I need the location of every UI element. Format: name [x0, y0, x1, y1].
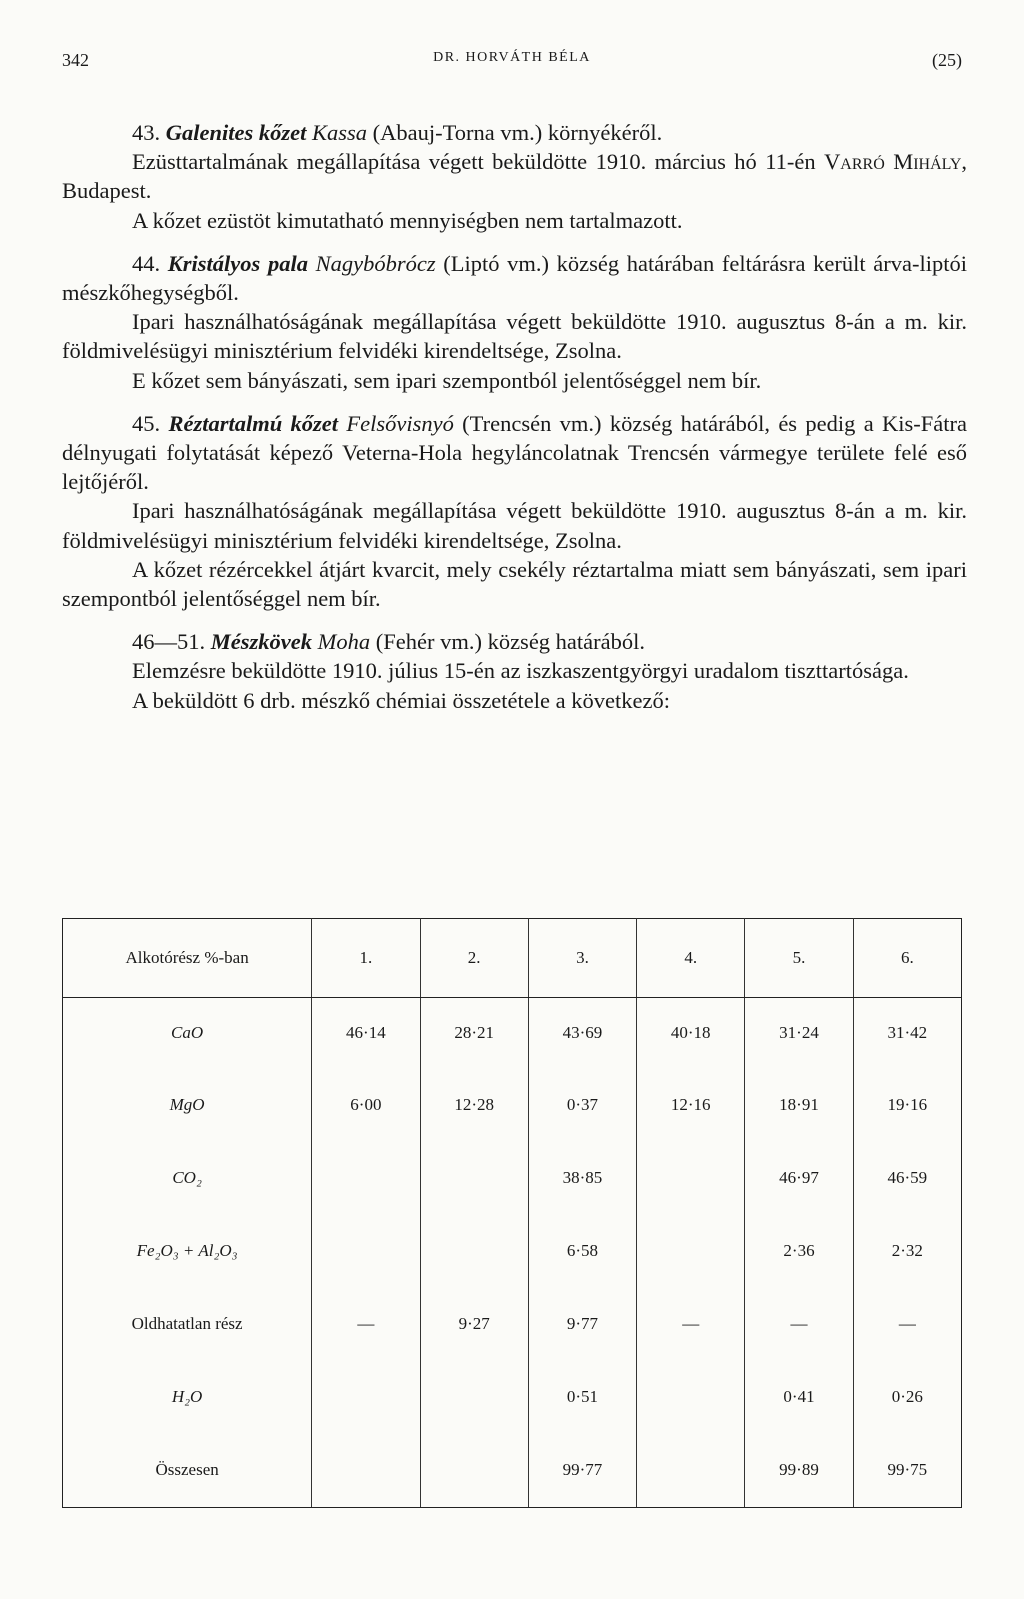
column-header: 2.	[420, 919, 528, 998]
table-cell: 2·36	[745, 1214, 853, 1287]
entry-45-heading	[62, 409, 967, 497]
entry-46-51-heading	[62, 627, 967, 656]
table-cell: 46·59	[853, 1141, 961, 1214]
table-cell: —	[312, 1287, 420, 1360]
table-cell: 2·32	[853, 1214, 961, 1287]
table-cell: 31·42	[853, 998, 961, 1069]
table-cell: 43·69	[528, 998, 636, 1069]
table-cell: 99·77	[528, 1433, 636, 1508]
row-label: MgO	[63, 1068, 312, 1141]
entry-title: Galenites kőzet	[165, 120, 307, 145]
running-head-author: DR. HORVÁTH BÉLA	[433, 50, 591, 65]
entry-location: Felsővisnyó	[346, 410, 454, 436]
table-cell	[312, 1214, 420, 1287]
table-cell	[637, 1141, 745, 1214]
table-cell: 12·28	[420, 1068, 528, 1141]
row-label: H₂O	[63, 1360, 312, 1433]
row-label: Összesen	[63, 1433, 312, 1508]
row-label: CaO	[63, 998, 312, 1069]
entry-number: 46—51.	[132, 629, 206, 655]
table-row	[63, 998, 962, 1069]
table-cell: 9·27	[420, 1287, 528, 1360]
entry-45-result: A kőzet rézércekkel átjárt kvarcit, mely csekély réztartalma miatt sem bányászati, sem ipari szempontból jelentőséggel nem bír.	[62, 556, 967, 612]
entry-43-submission	[62, 147, 967, 205]
table-cell: 12·16	[637, 1068, 745, 1141]
table-header-row	[63, 919, 962, 998]
entry-title: Kristályos pala	[167, 250, 308, 276]
table-cell	[420, 1433, 528, 1508]
page-number: 342	[62, 50, 89, 70]
column-header: 4.	[637, 919, 745, 998]
entry-44-result: E kőzet sem bányászati, sem ipari szempontból jelentőséggel nem bír.	[132, 367, 762, 393]
table-cell: 0·26	[853, 1360, 961, 1433]
entry-location: Nagybóbrócz	[315, 250, 436, 276]
row-label: Fe₂O₃ + Al₂O₃	[63, 1214, 312, 1287]
entry-43-result: A kőzet ezüstöt kimutatható mennyiségben nem tartalmazott.	[132, 207, 683, 233]
table-cell: 6·00	[312, 1068, 420, 1141]
article-body	[62, 118, 967, 715]
entry-number: 44.	[132, 250, 161, 276]
entry-text: (Abauj-Torna vm.) környékéről.	[367, 120, 663, 145]
table-cell: —	[745, 1287, 853, 1360]
table-cell: 6·58	[528, 1214, 636, 1287]
entry-title: Réztartalmú kőzet	[168, 410, 339, 436]
running-header	[62, 50, 962, 80]
table-cell	[420, 1214, 528, 1287]
table-cell	[420, 1360, 528, 1433]
table-row	[63, 1360, 962, 1433]
table-cell	[312, 1141, 420, 1214]
entry-44-heading	[62, 249, 967, 307]
table-cell: 38·85	[528, 1141, 636, 1214]
table-cell: 0·51	[528, 1360, 636, 1433]
table-cell: 18·91	[745, 1068, 853, 1141]
table-cell	[637, 1360, 745, 1433]
row-label: CO₂	[63, 1141, 312, 1214]
table-row	[63, 1068, 962, 1141]
entry-title: Mészkövek	[210, 629, 312, 655]
table-cell: 19·16	[853, 1068, 961, 1141]
table-row	[63, 1287, 962, 1360]
table-cell: —	[853, 1287, 961, 1360]
entry-location: Moha	[317, 629, 371, 655]
table-cell: 99·89	[745, 1433, 853, 1508]
row-label: Oldhatatlan rész	[63, 1287, 312, 1360]
column-header: 3.	[528, 919, 636, 998]
entry-text: (Trencsén vm.) község határából, és pedig a Kis-Fátra délnyugati folytatását képező Veterna-Hola hegyláncolatnak Trencsén vármegye területe felé eső lejtőjéről.	[62, 410, 968, 495]
table-cell	[420, 1141, 528, 1214]
entry-number: 45.	[132, 410, 161, 436]
column-header: 5.	[745, 919, 853, 998]
entry-number: 43.	[132, 120, 161, 145]
table-total-row	[63, 1433, 962, 1508]
table-cell	[637, 1433, 745, 1508]
table-header-label: Alkotórész %-ban	[63, 919, 312, 998]
composition-table-wrapper	[62, 918, 962, 1508]
column-header: 6.	[853, 919, 961, 998]
section-number: (25)	[932, 50, 962, 70]
entry-text: (Fehér vm.) község határából.	[370, 629, 646, 655]
entry-43-heading	[62, 118, 967, 147]
composition-table	[62, 918, 962, 1508]
table-cell: 46·97	[745, 1141, 853, 1214]
table-cell: 0·37	[528, 1068, 636, 1141]
submission-text-end: , Budapest.	[62, 149, 967, 204]
table-cell	[312, 1360, 420, 1433]
table-row	[63, 1214, 962, 1287]
column-header: 1.	[312, 919, 420, 998]
table-cell: 0·41	[745, 1360, 853, 1433]
entry-46-51-table-intro: A beküldött 6 drb. mészkő chémiai összetétele a következő:	[132, 687, 670, 713]
table-cell: 31·24	[745, 998, 853, 1069]
table-cell	[637, 1214, 745, 1287]
table-cell: —	[637, 1287, 745, 1360]
entry-45-submission: Ipari használhatóságának megállapítása végett beküldötte 1910. augusztus 8-án a m. kir. földmivelésügyi minisztérium felvidéki kirendeltsége, Zsolna.	[62, 498, 967, 553]
table-cell: 99·75	[853, 1433, 961, 1508]
table-cell: 9·77	[528, 1287, 636, 1360]
entry-46-51-submission: Elemzésre beküldötte 1910. július 15-én az iszkaszentgyörgyi uradalom tiszttartósága.	[132, 658, 909, 684]
table-cell: 28·21	[420, 998, 528, 1069]
table-cell: 46·14	[312, 998, 420, 1069]
table-cell: 40·18	[637, 998, 745, 1069]
table-row	[63, 1141, 962, 1214]
entry-text: (Liptó vm.) község határában feltárásra került árva-liptói mészkőhegységből.	[62, 250, 968, 306]
entry-44-submission: Ipari használhatóságának megállapítása végett beküldötte 1910. augusztus 8-án a m. kir. földmivelésügyi minisztérium felvidéki kirendeltsége, Zsolna.	[62, 309, 967, 364]
submitter-name: Varró Mihály	[824, 149, 962, 175]
table-cell	[312, 1433, 420, 1508]
submission-text: Ezüsttartalmának megállapítása végett beküldötte 1910. március hó 11-én	[132, 149, 825, 175]
entry-location: Kassa	[312, 120, 368, 145]
